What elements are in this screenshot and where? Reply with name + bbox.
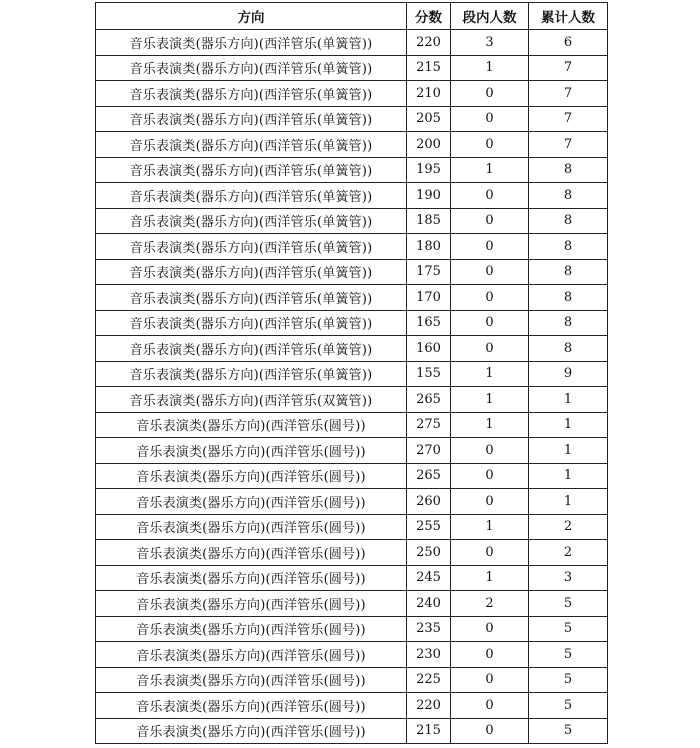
cell-segment-count: 0 (451, 183, 529, 209)
cell-direction: 音乐表演类(器乐方向)(西洋管乐(单簧管)) (96, 157, 407, 183)
table-row (96, 591, 608, 617)
cell-segment-count: 0 (451, 132, 529, 158)
cell-direction: 音乐表演类(器乐方向)(西洋管乐(圆号)) (96, 514, 407, 540)
cell-segment-count: 0 (451, 208, 529, 234)
cell-segment-count: 0 (451, 718, 529, 744)
score-distribution-table (95, 2, 608, 744)
table-row (96, 616, 608, 642)
cell-direction: 音乐表演类(器乐方向)(西洋管乐(圆号)) (96, 642, 407, 668)
cell-cumulative-count: 1 (529, 387, 608, 413)
cell-segment-count: 0 (451, 616, 529, 642)
cell-cumulative-count: 7 (529, 132, 608, 158)
cell-cumulative-count: 8 (529, 157, 608, 183)
cell-cumulative-count: 8 (529, 259, 608, 285)
cell-score: 200 (407, 132, 451, 158)
cell-segment-count: 0 (451, 642, 529, 668)
cell-segment-count: 0 (451, 489, 529, 515)
cell-cumulative-count: 7 (529, 106, 608, 132)
cell-segment-count: 0 (451, 693, 529, 719)
cell-segment-count: 0 (451, 667, 529, 693)
cell-direction: 音乐表演类(器乐方向)(西洋管乐(圆号)) (96, 616, 407, 642)
cell-cumulative-count: 1 (529, 412, 608, 438)
cell-cumulative-count: 8 (529, 336, 608, 362)
table-row (96, 642, 608, 668)
cell-direction: 音乐表演类(器乐方向)(西洋管乐(单簧管)) (96, 132, 407, 158)
cell-direction: 音乐表演类(器乐方向)(西洋管乐(圆号)) (96, 540, 407, 566)
table-row (96, 489, 608, 515)
cell-direction: 音乐表演类(器乐方向)(西洋管乐(圆号)) (96, 718, 407, 744)
cell-score: 195 (407, 157, 451, 183)
cell-score: 230 (407, 642, 451, 668)
cell-score: 180 (407, 234, 451, 260)
cell-score: 260 (407, 489, 451, 515)
cell-direction: 音乐表演类(器乐方向)(西洋管乐(圆号)) (96, 591, 407, 617)
cell-cumulative-count: 7 (529, 55, 608, 81)
cell-score: 275 (407, 412, 451, 438)
cell-cumulative-count: 8 (529, 310, 608, 336)
cell-segment-count: 1 (451, 157, 529, 183)
header-direction: 方向 (96, 3, 407, 30)
cell-score: 250 (407, 540, 451, 566)
cell-segment-count: 1 (451, 565, 529, 591)
cell-score: 220 (407, 30, 451, 56)
table-row (96, 514, 608, 540)
table-row (96, 667, 608, 693)
table-row (96, 132, 608, 158)
cell-segment-count: 0 (451, 81, 529, 107)
cell-score: 215 (407, 718, 451, 744)
cell-score: 240 (407, 591, 451, 617)
cell-direction: 音乐表演类(器乐方向)(西洋管乐(单簧管)) (96, 310, 407, 336)
cell-score: 225 (407, 667, 451, 693)
cell-score: 210 (407, 81, 451, 107)
table-row (96, 463, 608, 489)
cell-direction: 音乐表演类(器乐方向)(西洋管乐(圆号)) (96, 463, 407, 489)
cell-segment-count: 0 (451, 336, 529, 362)
cell-direction: 音乐表演类(器乐方向)(西洋管乐(单簧管)) (96, 336, 407, 362)
table-row (96, 718, 608, 744)
cell-cumulative-count: 5 (529, 693, 608, 719)
cell-cumulative-count: 8 (529, 234, 608, 260)
cell-segment-count: 0 (451, 540, 529, 566)
cell-direction: 音乐表演类(器乐方向)(西洋管乐(圆号)) (96, 693, 407, 719)
cell-cumulative-count: 1 (529, 489, 608, 515)
cell-direction: 音乐表演类(器乐方向)(西洋管乐(圆号)) (96, 412, 407, 438)
cell-segment-count: 0 (451, 310, 529, 336)
cell-cumulative-count: 3 (529, 565, 608, 591)
cell-cumulative-count: 1 (529, 438, 608, 464)
cell-direction: 音乐表演类(器乐方向)(西洋管乐(单簧管)) (96, 55, 407, 81)
cell-direction: 音乐表演类(器乐方向)(西洋管乐(单簧管)) (96, 106, 407, 132)
header-cumulative-count: 累计人数 (529, 3, 608, 30)
cell-direction: 音乐表演类(器乐方向)(西洋管乐(单簧管)) (96, 361, 407, 387)
cell-segment-count: 0 (451, 463, 529, 489)
table-row (96, 540, 608, 566)
cell-score: 255 (407, 514, 451, 540)
table-row (96, 30, 608, 56)
cell-score: 185 (407, 208, 451, 234)
cell-score: 205 (407, 106, 451, 132)
cell-cumulative-count: 2 (529, 514, 608, 540)
cell-segment-count: 0 (451, 285, 529, 311)
table-row (96, 208, 608, 234)
cell-direction: 音乐表演类(器乐方向)(西洋管乐(双簧管)) (96, 387, 407, 413)
cell-score: 155 (407, 361, 451, 387)
table-row (96, 234, 608, 260)
table-row (96, 157, 608, 183)
cell-segment-count: 1 (451, 55, 529, 81)
cell-segment-count: 0 (451, 234, 529, 260)
cell-direction: 音乐表演类(器乐方向)(西洋管乐(单簧管)) (96, 30, 407, 56)
table-row (96, 336, 608, 362)
cell-score: 265 (407, 463, 451, 489)
cell-score: 190 (407, 183, 451, 209)
cell-segment-count: 2 (451, 591, 529, 617)
cell-direction: 音乐表演类(器乐方向)(西洋管乐(单簧管)) (96, 81, 407, 107)
cell-score: 170 (407, 285, 451, 311)
cell-cumulative-count: 9 (529, 361, 608, 387)
cell-cumulative-count: 5 (529, 591, 608, 617)
table-row (96, 438, 608, 464)
cell-segment-count: 1 (451, 387, 529, 413)
cell-score: 160 (407, 336, 451, 362)
cell-cumulative-count: 5 (529, 616, 608, 642)
cell-cumulative-count: 7 (529, 81, 608, 107)
cell-score: 270 (407, 438, 451, 464)
cell-cumulative-count: 8 (529, 285, 608, 311)
cell-segment-count: 1 (451, 412, 529, 438)
cell-segment-count: 0 (451, 106, 529, 132)
cell-segment-count: 1 (451, 514, 529, 540)
cell-cumulative-count: 5 (529, 667, 608, 693)
table-body (96, 30, 608, 744)
table-row (96, 387, 608, 413)
table-row (96, 183, 608, 209)
cell-score: 215 (407, 55, 451, 81)
cell-segment-count: 3 (451, 30, 529, 56)
table-row (96, 412, 608, 438)
table-row (96, 565, 608, 591)
cell-direction: 音乐表演类(器乐方向)(西洋管乐(单簧管)) (96, 183, 407, 209)
cell-segment-count: 0 (451, 438, 529, 464)
cell-direction: 音乐表演类(器乐方向)(西洋管乐(单簧管)) (96, 259, 407, 285)
table-row (96, 310, 608, 336)
table-row (96, 106, 608, 132)
header-segment-count: 段内人数 (451, 3, 529, 30)
cell-direction: 音乐表演类(器乐方向)(西洋管乐(单簧管)) (96, 234, 407, 260)
cell-segment-count: 1 (451, 361, 529, 387)
cell-cumulative-count: 6 (529, 30, 608, 56)
table-row (96, 693, 608, 719)
cell-cumulative-count: 8 (529, 208, 608, 234)
cell-score: 265 (407, 387, 451, 413)
cell-direction: 音乐表演类(器乐方向)(西洋管乐(单簧管)) (96, 208, 407, 234)
cell-score: 165 (407, 310, 451, 336)
cell-score: 220 (407, 693, 451, 719)
table-row (96, 55, 608, 81)
cell-cumulative-count: 5 (529, 642, 608, 668)
cell-cumulative-count: 2 (529, 540, 608, 566)
cell-direction: 音乐表演类(器乐方向)(西洋管乐(圆号)) (96, 438, 407, 464)
table-row (96, 81, 608, 107)
table-row (96, 259, 608, 285)
cell-score: 235 (407, 616, 451, 642)
cell-segment-count: 0 (451, 259, 529, 285)
table-row (96, 285, 608, 311)
cell-direction: 音乐表演类(器乐方向)(西洋管乐(圆号)) (96, 667, 407, 693)
cell-cumulative-count: 1 (529, 463, 608, 489)
cell-score: 175 (407, 259, 451, 285)
table-header-row (96, 3, 608, 30)
header-score: 分数 (407, 3, 451, 30)
cell-cumulative-count: 8 (529, 183, 608, 209)
cell-score: 245 (407, 565, 451, 591)
table-row (96, 361, 608, 387)
cell-direction: 音乐表演类(器乐方向)(西洋管乐(单簧管)) (96, 285, 407, 311)
cell-direction: 音乐表演类(器乐方向)(西洋管乐(圆号)) (96, 565, 407, 591)
cell-cumulative-count: 5 (529, 718, 608, 744)
cell-direction: 音乐表演类(器乐方向)(西洋管乐(圆号)) (96, 489, 407, 515)
